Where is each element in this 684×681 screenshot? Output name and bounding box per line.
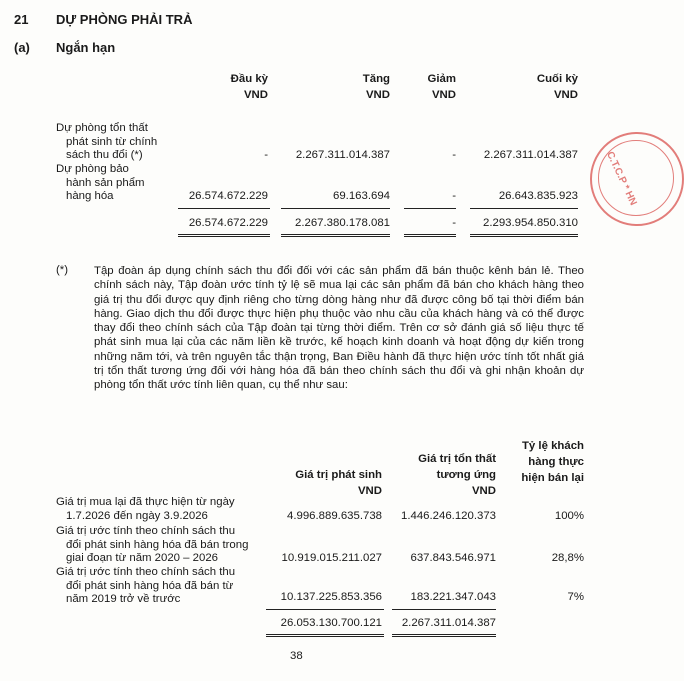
table2-cell: 28,8%	[551, 552, 584, 564]
table1-total: 2.267.380.178.081	[294, 217, 390, 229]
table1-double-rule	[178, 234, 270, 237]
table1-total: 2.293.954.850.310	[482, 217, 578, 229]
table1-double-rule	[404, 234, 456, 237]
table2-cell: 100%	[554, 510, 584, 522]
table2-cell: 7%	[567, 591, 584, 603]
table1-cell: 69.163.694	[332, 190, 390, 202]
table2-row-label: Giá trị ước tính theo chính sách thu đổi phát sinh hàng hóa đã bán từ năm 2019 trở về trước	[56, 566, 236, 605]
subsection-letter: (a)	[14, 40, 30, 55]
section-title: DỰ PHÒNG PHẢI TRẢ	[56, 12, 193, 27]
table2-total: 26.053.130.700.121	[280, 617, 382, 629]
subsection-title: Ngắn hạn	[56, 40, 116, 55]
table2-rule	[266, 609, 384, 610]
table1-header-closing: Cuối kỳ VND	[536, 73, 578, 101]
section-number: 21	[14, 12, 29, 27]
table2-header-loss: Giá trị tổn thất tương ứng VND	[418, 453, 496, 497]
table2-header-rate: Tỷ lệ khách hàng thực hiện bán lại	[521, 440, 584, 484]
table2-header-value: Giá trị phát sinh VND	[295, 469, 382, 497]
table1-header-decrease: Giảm VND	[427, 73, 456, 101]
table1-double-rule	[470, 234, 578, 237]
table2-double-rule	[392, 634, 496, 637]
table2-row-label: Giá trị mua lại đã thực hiện từ ngày 1.7.2026 đến ngày 3.9.2026	[56, 496, 235, 522]
table1-header-increase: Tăng VND	[362, 73, 390, 101]
note-paragraph: Tập đoàn áp dụng chính sách thu đổi đối với các sản phẩm đã bán thuộc kênh bán lẻ. Theo chính sách này, Tập đoàn ước tính tỷ lệ sẽ mua lại các sản phẩm đã bán cho khách hàng theo giá trị thu đổi được quy định riêng cho từng dòng hàng như đã được công bố tại thời điểm bán hàng. Giao dịch thu đổi được thực hiện phụ thuộc vào nhu cầu của khách hàng và có thể được thay đổi theo chính sách của Tập đoàn tại từng thời điểm. Trên cơ sở đánh giá số liệu thực tế phát sinh mua lại của các năm liền kề trước, kế hoạch kinh doanh và hoạt động dự kiến trong những năm tới, và trên nguyên tắc thận trọng, Ban Điều hành đã thực hiện ước tính tốt nhất giá trị tổn thất tương ứng đối với hàng hóa đã bán theo chính sách thu đổi và ghi nhận khoản dự phòng tổn thất ước tính liên quan, cụ thể như sau:	[94, 265, 584, 392]
table2-cell: 183.221.347.043	[410, 591, 496, 603]
page-number: 38	[290, 650, 303, 662]
table2-cell: 4.996.889.635.738	[286, 510, 382, 522]
table1-row-label: Dự phòng tổn thất phát sinh từ chính sách thu đổi (*)	[56, 122, 158, 161]
table1-rule	[178, 208, 270, 209]
table1-double-rule	[281, 234, 390, 237]
table1-cell: 2.267.311.014.387	[483, 149, 578, 161]
stamp-text: C.T.C.P * HN	[604, 150, 639, 208]
table2-cell: 10.137.225.853.356	[280, 591, 382, 603]
table1-total: 26.574.672.229	[188, 217, 268, 229]
table1-rule	[281, 208, 390, 209]
table1-cell: -	[452, 190, 456, 202]
table1-header-opening: Đầu kỳ VND	[230, 73, 268, 101]
table1-cell: 2.267.311.014.387	[295, 149, 390, 161]
table2-cell: 10.919.015.211.027	[281, 552, 382, 564]
table2-row-label: Giá trị ước tính theo chính sách thu đổi phát sinh hàng hóa đã bán trong giai đoạn từ năm 2020 – 2026	[56, 525, 249, 564]
table1-cell: 26.574.672.229	[188, 190, 268, 202]
table1-cell: -	[452, 149, 456, 161]
table2-double-rule	[266, 634, 384, 637]
table1-total: -	[452, 217, 456, 229]
table2-rule	[392, 609, 496, 610]
table1-cell: 26.643.835.923	[498, 190, 578, 202]
note-marker: (*)	[56, 264, 69, 276]
table1-cell: -	[264, 149, 268, 161]
table2-cell: 1.446.246.120.373	[400, 510, 496, 522]
table2-cell: 637.843.546.971	[410, 552, 496, 564]
company-stamp	[590, 132, 684, 226]
table2-total: 2.267.311.014.387	[401, 617, 496, 629]
table1-rule	[404, 208, 456, 209]
table1-row-label: Dự phòng bảo hành sản phẩm hàng hóa	[56, 163, 145, 202]
table1-rule	[470, 208, 578, 209]
